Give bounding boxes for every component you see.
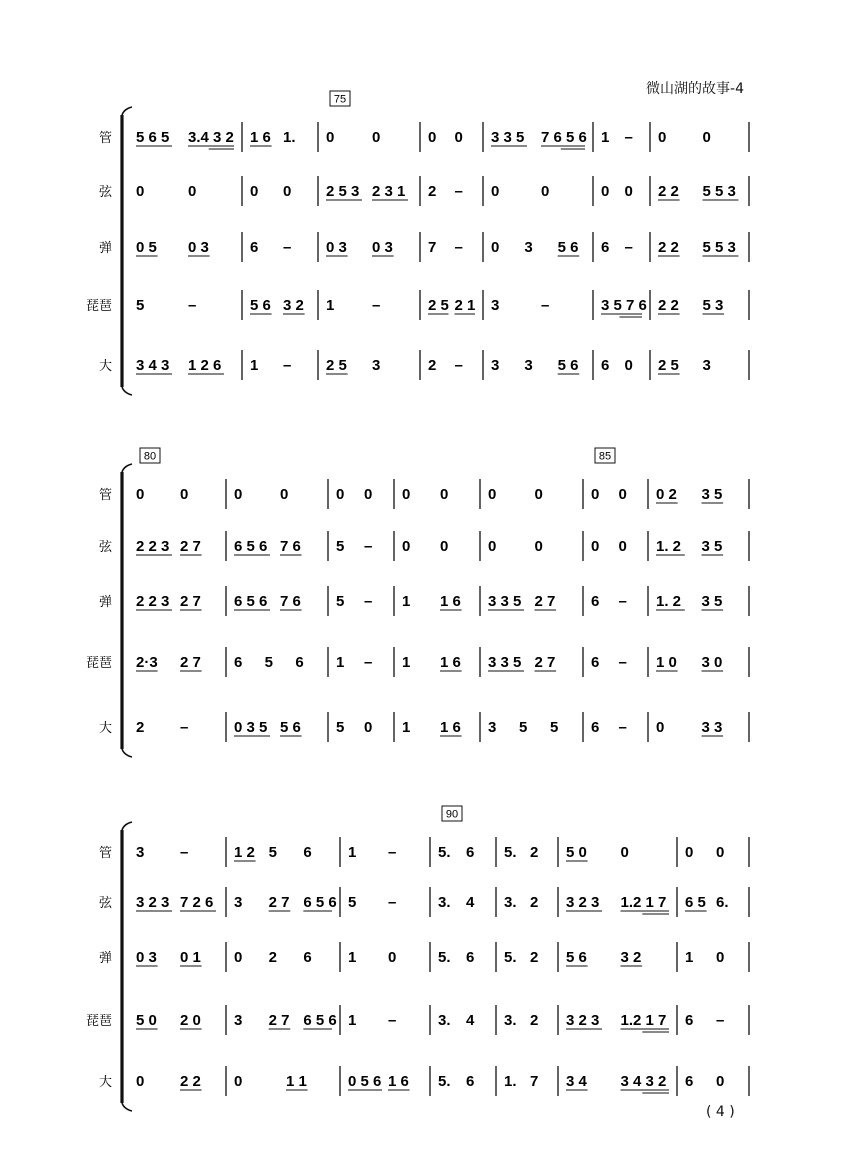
note-group: 3 2	[620, 949, 642, 966]
note-group: 3.	[504, 894, 517, 911]
note-group: 2 5	[326, 357, 347, 374]
note-group: –	[180, 719, 189, 736]
note-group: 0	[624, 357, 633, 374]
note-group: 0	[534, 486, 543, 503]
note-group: –	[716, 1012, 725, 1029]
note-group: 3 5	[701, 486, 723, 503]
note-group: 2 5	[428, 297, 449, 314]
page-number: ( 4 )	[706, 1104, 735, 1120]
note-group: 2 5	[658, 357, 679, 374]
note-group: 1	[250, 357, 259, 374]
note-group: 5	[519, 719, 528, 736]
note-group: 5 6	[250, 297, 271, 314]
note-group: 6	[466, 844, 475, 861]
note-group: 5	[550, 719, 559, 736]
note-group: 2	[268, 949, 278, 966]
note-group: 3 5	[701, 538, 723, 555]
note-group: 7 2 6	[180, 894, 214, 911]
measure-number: 75	[333, 93, 347, 106]
bracket-hook-top	[122, 822, 132, 830]
note-group: 0 2	[656, 486, 677, 503]
note-group: 5.	[438, 1073, 451, 1090]
note-group: 0	[326, 129, 335, 146]
note-group: 2 2	[180, 1073, 201, 1090]
note-group: 2	[136, 719, 145, 736]
note-group: 0	[702, 129, 711, 146]
note-group: 4	[466, 1012, 475, 1029]
bracket-hook-bottom	[122, 749, 132, 757]
note-group: 0	[234, 949, 243, 966]
note-group: –	[618, 654, 627, 671]
note-group: 2 2	[658, 297, 679, 314]
instrument-label: 琵琶	[85, 299, 112, 314]
note-group: 6 5	[685, 894, 706, 911]
note-group: 0	[658, 129, 667, 146]
note-group: 1	[336, 654, 345, 671]
bracket-hook-bottom	[122, 1103, 132, 1111]
note-group: 2 0	[180, 1012, 201, 1029]
note-group: 3 5	[701, 593, 723, 610]
note-group: 5 0	[136, 1012, 157, 1029]
note-group: 0	[180, 486, 189, 503]
note-group: 3 3 5	[491, 129, 525, 146]
note-group: 2 2	[658, 239, 679, 256]
note-group: 3 2 3	[566, 1012, 600, 1029]
note-group: 3 3	[701, 719, 723, 736]
note-group: –	[364, 538, 373, 555]
note-group: –	[624, 129, 633, 146]
note-group: 3 4 3	[136, 357, 170, 374]
instrument-label: 弹	[98, 241, 112, 256]
note-group: 2 2 3	[136, 538, 170, 555]
note-group: 6	[234, 654, 243, 671]
note-group: 0	[541, 183, 550, 200]
note-group: –	[618, 593, 627, 610]
note-group: 2 2	[658, 183, 679, 200]
note-group: 2	[530, 844, 539, 861]
note-group: 0	[591, 538, 600, 555]
note-group: 0	[364, 486, 373, 503]
note-group: 0	[716, 844, 725, 861]
note-group: –	[364, 654, 373, 671]
note-group: 2	[428, 183, 437, 200]
note-group: 5	[348, 894, 357, 911]
note-group: 2·3	[136, 654, 158, 671]
instrument-label: 管	[98, 846, 112, 861]
note-group: 3	[491, 297, 500, 314]
note-group: 2	[428, 357, 437, 374]
instrument-label: 弦	[98, 896, 112, 911]
instrument-label: 弦	[98, 540, 112, 555]
note-group: –	[283, 357, 292, 374]
note-group: –	[618, 719, 627, 736]
note-group: 3.	[438, 894, 451, 911]
note-group: 1 2	[234, 844, 255, 861]
bracket-hook-top	[122, 464, 132, 472]
note-group: –	[283, 239, 292, 256]
note-group: –	[188, 297, 197, 314]
note-group: 5.	[438, 949, 451, 966]
note-group: 1	[326, 297, 335, 314]
note-group: 1	[348, 844, 357, 861]
note-group: 0	[716, 1073, 725, 1090]
note-group: 0	[402, 538, 411, 555]
note-group: 1 2 6	[188, 357, 222, 374]
note-group: 0	[454, 129, 463, 146]
note-group: 6 5 6	[234, 593, 268, 610]
instrument-label: 大	[98, 1075, 112, 1090]
bracket-hook-bottom	[122, 387, 132, 395]
note-group: 5 6	[566, 949, 587, 966]
note-group: 1.2 1 7	[620, 894, 667, 911]
note-group: 1	[402, 719, 411, 736]
note-group: 0	[624, 183, 633, 200]
note-group: 0	[428, 129, 437, 146]
note-group: 3 2	[283, 297, 304, 314]
note-group: 5	[268, 844, 278, 861]
note-group: 5	[336, 593, 345, 610]
note-group: –	[454, 239, 463, 256]
note-group: 2	[530, 894, 539, 911]
note-group: 3 3 5	[488, 654, 522, 671]
note-group: 6	[466, 949, 475, 966]
note-group: 2 1	[454, 297, 476, 314]
note-group: 5 0	[566, 844, 587, 861]
instrument-label: 弹	[98, 595, 112, 610]
note-group: 3	[234, 894, 243, 911]
note-group: 5 5 3	[702, 239, 736, 256]
note-group: 1.2 1 7	[620, 1012, 667, 1029]
note-group: 5 5 3	[702, 183, 736, 200]
note-group: 5 6	[557, 239, 579, 256]
note-group: 2 7	[268, 1012, 290, 1029]
note-group: 1 6	[440, 719, 461, 736]
note-group: 3	[524, 357, 533, 374]
note-group: –	[454, 357, 463, 374]
note-group: 2 7	[180, 654, 201, 671]
note-group: 2 7	[180, 538, 201, 555]
note-group: 0 3 5	[234, 719, 268, 736]
note-group: 1. 2	[656, 538, 682, 555]
note-group: –	[541, 297, 550, 314]
note-group: 6	[601, 239, 610, 256]
note-group: 3	[372, 357, 381, 374]
instrument-label: 弹	[98, 951, 112, 966]
note-group: 6	[295, 654, 304, 671]
note-group: 3	[488, 719, 497, 736]
note-group: 0 3	[188, 239, 209, 256]
note-group: –	[388, 844, 397, 861]
note-group: 3	[234, 1012, 243, 1029]
measure-number: 80	[143, 450, 157, 463]
measure-number: 85	[598, 450, 612, 463]
note-group: 4	[466, 894, 475, 911]
note-group: 6	[250, 239, 259, 256]
note-group: 2 5 3	[326, 183, 360, 200]
note-group: 0	[488, 486, 497, 503]
note-group: 0	[234, 486, 243, 503]
note-group: 0	[491, 183, 500, 200]
note-group: 0 3	[136, 949, 157, 966]
note-group: 7	[530, 1073, 539, 1090]
note-group: 0	[620, 844, 629, 861]
note-group: 0	[716, 949, 725, 966]
note-group: 5	[336, 538, 345, 555]
note-group: 1 1	[286, 1073, 307, 1090]
note-group: 3 3 5	[488, 593, 522, 610]
note-group: 0	[440, 486, 449, 503]
note-group: 0	[601, 183, 610, 200]
note-group: 5.	[504, 844, 517, 861]
note-group: 3	[136, 844, 145, 861]
note-group: 6.	[716, 894, 729, 911]
note-group: 1	[601, 129, 610, 146]
page-title: 微山湖的故事-4	[646, 81, 744, 97]
note-group: 3	[491, 357, 500, 374]
note-group: 2 2 3	[136, 593, 170, 610]
measure-number: 90	[445, 808, 459, 821]
note-group: 0	[534, 538, 543, 555]
note-group: –	[624, 239, 633, 256]
note-group: 2 7	[534, 593, 556, 610]
note-group: 5	[336, 719, 345, 736]
note-group: 6 5 6	[303, 1012, 337, 1029]
note-group: 6	[685, 1073, 694, 1090]
note-group: 1	[402, 654, 411, 671]
note-group: –	[388, 1012, 397, 1029]
note-group: 7 6 5 6	[541, 129, 587, 146]
note-group: 1 6	[440, 654, 461, 671]
instrument-label: 管	[98, 131, 112, 146]
note-group: 5 6 5	[136, 129, 170, 146]
note-group: 0	[656, 719, 665, 736]
note-group: 0	[136, 1073, 145, 1090]
note-group: 0 3	[372, 239, 393, 256]
note-group: 1	[348, 949, 357, 966]
note-group: 6	[685, 1012, 694, 1029]
note-group: 5.	[504, 949, 517, 966]
note-group: 0	[280, 486, 289, 503]
note-group: 0	[234, 1073, 243, 1090]
note-group: 0	[488, 538, 497, 555]
instrument-label: 弦	[98, 185, 112, 200]
note-group: 6	[466, 1073, 475, 1090]
note-group: 1.	[504, 1073, 517, 1090]
note-group: 6	[601, 357, 610, 374]
instrument-label: 大	[98, 721, 112, 736]
note-group: 3 2 3	[136, 894, 170, 911]
note-group: 0	[364, 719, 373, 736]
bracket-hook-top	[122, 107, 132, 115]
note-group: –	[180, 844, 189, 861]
note-group: 0	[372, 129, 381, 146]
note-group: 0	[250, 183, 259, 200]
note-group: 5 6	[557, 357, 579, 374]
note-group: 0	[491, 239, 500, 256]
note-group: 3 5 7 6	[601, 297, 647, 314]
note-group: 1.	[283, 129, 296, 146]
instrument-label: 琵琶	[85, 1014, 112, 1029]
note-group: 6	[591, 593, 600, 610]
note-group: 3 4	[566, 1073, 587, 1090]
note-group: 3 2 3	[566, 894, 600, 911]
note-group: 5 3	[702, 297, 724, 314]
note-group: 2 3 1	[372, 183, 406, 200]
note-group: 6	[591, 719, 600, 736]
note-group: 0	[388, 949, 397, 966]
note-group: –	[372, 297, 381, 314]
note-group: 1	[348, 1012, 357, 1029]
note-group: 0	[283, 183, 292, 200]
instrument-label: 琵琶	[85, 656, 112, 671]
note-group: 0	[136, 486, 145, 503]
note-group: 1. 2	[656, 593, 682, 610]
note-group: 1 6	[250, 129, 271, 146]
note-group: 3	[524, 239, 533, 256]
note-group: 2 7	[268, 894, 290, 911]
note-group: 3 0	[701, 654, 723, 671]
note-group: 5.	[438, 844, 451, 861]
note-group: 2 7	[534, 654, 556, 671]
note-group: 3 4 3 2	[620, 1073, 667, 1090]
note-group: 0	[618, 486, 627, 503]
note-group: 0	[440, 538, 449, 555]
note-group: 0 3	[326, 239, 347, 256]
note-group: 6	[591, 654, 600, 671]
note-group: 6 5 6	[234, 538, 268, 555]
note-group: 1	[685, 949, 694, 966]
note-group: 0 5 6	[348, 1073, 382, 1090]
note-group: –	[388, 894, 397, 911]
note-group: –	[454, 183, 463, 200]
note-group: 6	[303, 949, 312, 966]
note-group: 1 6	[388, 1073, 409, 1090]
note-group: 0	[188, 183, 197, 200]
note-group: 0 5	[136, 239, 157, 256]
note-group: 7	[428, 239, 437, 256]
note-group: 1	[402, 593, 411, 610]
note-group: 0	[136, 183, 145, 200]
note-group: 0	[591, 486, 600, 503]
note-group: 0 1	[180, 949, 201, 966]
note-group: 3.	[438, 1012, 451, 1029]
note-group: 3.	[504, 1012, 517, 1029]
note-group: 7 6	[280, 593, 301, 610]
note-group: 1 0	[656, 654, 677, 671]
note-group: –	[364, 593, 373, 610]
note-group: 6	[303, 844, 312, 861]
instrument-label: 管	[98, 488, 112, 503]
note-group: 0	[618, 538, 627, 555]
note-group: 5 6	[280, 719, 301, 736]
note-group: 2	[530, 1012, 539, 1029]
note-group: 0	[685, 844, 694, 861]
note-group: 2 7	[180, 593, 201, 610]
note-group: 0	[336, 486, 345, 503]
note-group: 5	[136, 297, 145, 314]
note-group: 6 5 6	[303, 894, 337, 911]
note-group: 7 6	[280, 538, 301, 555]
note-group: 1 6	[440, 593, 461, 610]
note-group: 3	[702, 357, 711, 374]
note-group: 3.4 3 2	[188, 129, 234, 146]
note-group: 5	[264, 654, 274, 671]
note-group: 0	[402, 486, 411, 503]
note-group: 2	[530, 949, 539, 966]
instrument-label: 大	[98, 359, 112, 374]
